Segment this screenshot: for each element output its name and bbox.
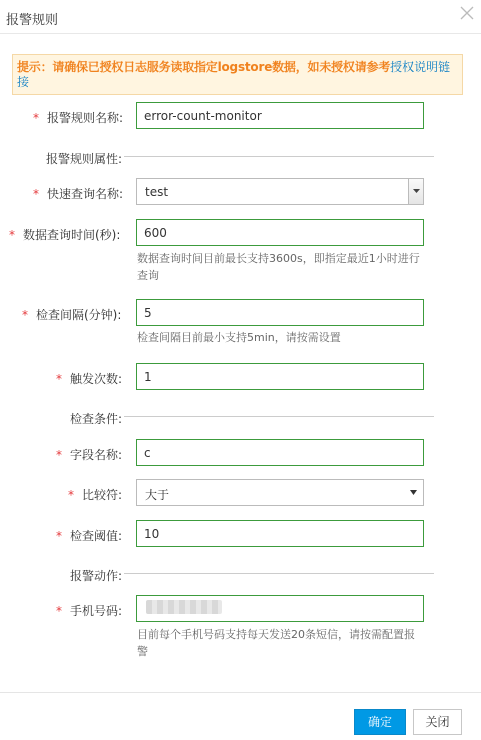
field-name-label: * 字段名称: (56, 448, 123, 462)
rule-name-label: * 报警规则名称: (33, 111, 124, 125)
dialog-header (0, 0, 481, 34)
tip-text: 提示：请确保已授权日志服务读取指定logstore数据，如未授权请参考 (17, 60, 391, 74)
redacted-phone-mask (146, 600, 222, 614)
required-mark: * (56, 529, 62, 543)
check-interval-hint: 检查间隔目前最小支持5min，请按需设置 (137, 331, 341, 344)
required-mark: * (22, 308, 28, 322)
caret-down-icon[interactable] (408, 179, 423, 204)
actions-section-title: 报警动作: (70, 569, 123, 583)
comparator-value: 大于 (145, 488, 170, 502)
quick-query-select[interactable] (136, 178, 424, 205)
tip-auth-link[interactable]: 授权说明链接 (17, 60, 451, 89)
close-icon[interactable] (460, 4, 474, 20)
quick-query-label: * 快速查询名称: (33, 187, 124, 201)
caret-down-icon (410, 490, 417, 495)
trigger-count-input[interactable] (136, 363, 424, 390)
threshold-label: * 检查阈值: (56, 529, 123, 543)
phone-hint: 目前每个手机号码支持每天发送20条短信，请按需配置报警 (137, 628, 415, 658)
section-divider (124, 573, 434, 574)
field-name-input[interactable] (136, 439, 424, 466)
comparator-label: * 比较符: (68, 488, 123, 502)
confirm-button[interactable]: 确定 (354, 709, 406, 735)
comparator-select[interactable] (136, 479, 424, 506)
dialog-footer (0, 692, 481, 740)
query-time-label: * 数据查询时间(秒): (9, 228, 121, 242)
required-mark: * (33, 187, 39, 201)
quick-query-value: test (145, 185, 169, 199)
threshold-input[interactable] (136, 520, 424, 547)
required-mark: * (56, 372, 62, 386)
rule-name-input[interactable] (136, 102, 424, 129)
close-button[interactable]: 关闭 (413, 709, 462, 735)
conditions-section-title: 检查条件: (70, 412, 123, 426)
check-interval-label: * 检查间隔(分钟): (22, 308, 122, 322)
required-mark: * (56, 448, 62, 462)
required-mark: * (33, 111, 39, 125)
trigger-count-label: * 触发次数: (56, 372, 123, 386)
query-time-input[interactable] (136, 219, 424, 246)
section-divider (124, 416, 434, 417)
rule-attrs-section-title: 报警规则属性: (46, 152, 123, 166)
section-divider (124, 156, 434, 157)
query-time-hint: 数据查询时间目前最长支持3600s，即指定最近1小时进行查询 (137, 252, 420, 282)
auth-tip-banner (12, 54, 463, 95)
check-interval-input[interactable] (136, 299, 424, 326)
dialog-title: 报警规则 (6, 13, 59, 28)
required-mark: * (9, 228, 15, 242)
required-mark: * (56, 604, 62, 618)
required-mark: * (68, 488, 74, 502)
phone-label: * 手机号码: (56, 604, 123, 618)
